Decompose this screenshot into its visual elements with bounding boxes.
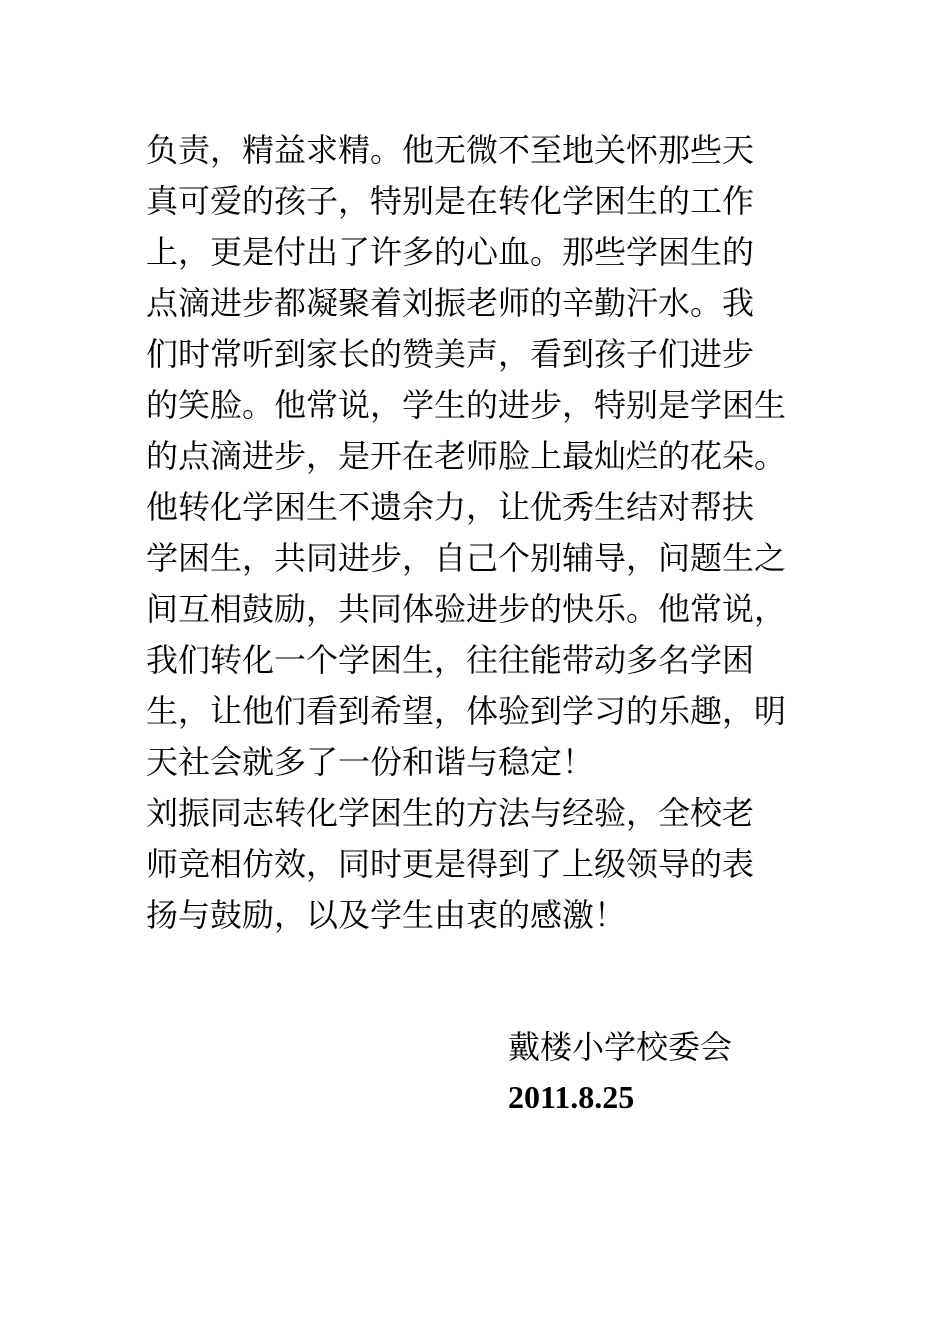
body-line: 上，更是付出了许多的心血。那些学困生的 <box>146 233 755 271</box>
body-line: 的点滴进步，是开在老师脸上最灿烂的花朵。 <box>146 437 787 475</box>
body-line: 师竞相仿效，同时更是得到了上级领导的表 <box>146 845 755 883</box>
body-line: 他转化学困生不遗余力，让优秀生结对帮扶 <box>146 488 755 526</box>
body-line: 的笑脸。他常说，学生的进步，特别是学困生 <box>146 386 787 424</box>
body-line: 负责，精益求精。他无微不至地关怀那些天 <box>146 131 755 169</box>
body-line: 刘振同志转化学困生的方法与经验，全校老 <box>146 794 755 832</box>
body-line: 们时常听到家长的赞美声，看到孩子们进步 <box>146 335 755 373</box>
body-line: 生，让他们看到希望，体验到学习的乐趣，明 <box>146 692 787 730</box>
body-line: 扬与鼓励，以及学生由衷的感激！ <box>146 896 627 934</box>
body-line: 我们转化一个学困生，往往能带动多名学困 <box>146 641 755 679</box>
letter-body <box>146 125 836 941</box>
signature-date: 2011.8.25 <box>508 1079 635 1115</box>
body-line: 间互相鼓励，共同体验进步的快乐。他常说， <box>146 590 787 628</box>
signature-block <box>508 1022 848 1122</box>
body-line: 学困生，共同进步，自己个别辅导，问题生之 <box>146 539 787 577</box>
body-line: 真可爱的孩子，特别是在转化学困生的工作 <box>146 182 755 220</box>
body-line: 点滴进步都凝聚着刘振老师的辛勤汗水。我 <box>146 284 755 322</box>
signature-organization: 戴楼小学校委会 <box>508 1028 733 1066</box>
body-line: 天社会就多了一份和谐与稳定！ <box>146 743 595 781</box>
